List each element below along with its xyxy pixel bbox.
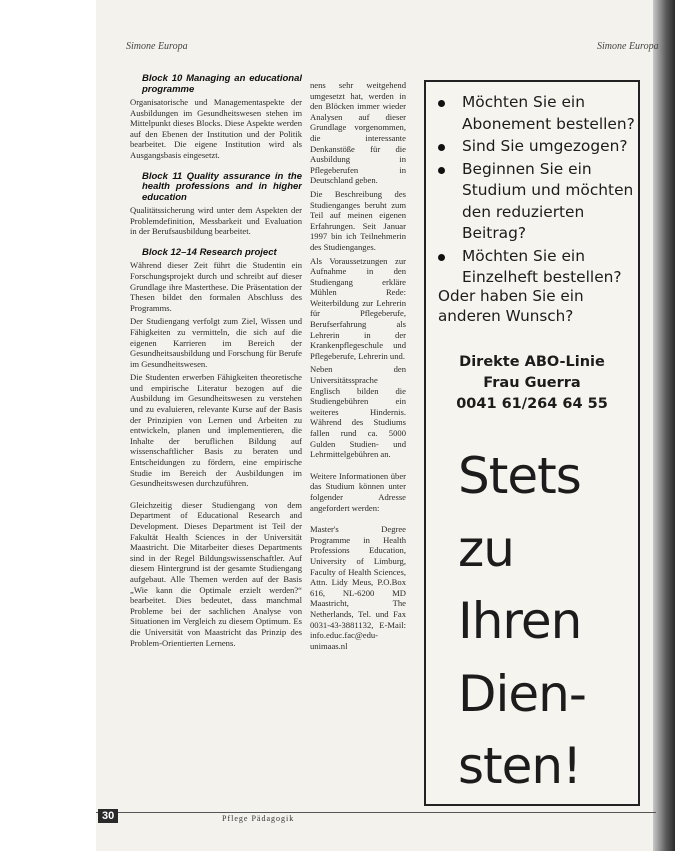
column-2-paragraph-5: Weitere Informationen über das Studium können unter folgender Adresse angefordert werden: bbox=[310, 470, 406, 513]
column-2-paragraph-2: Die Beschreibung des Studienganges beruht zum Teil auf meinen eigenen Erfahrungen. Seit Januar 1997 bin ich Teilnehmerin des Studienganges. bbox=[310, 188, 406, 252]
block-12-paragraph-2: Der Studiengang verfolgt zum Ziel, Wissen und Fähigkeiten zu vermitteln, die sich auf die eigenen Karrieren im Bereich der Gesundheitsausbildung und Forschung für Berufe im Gesundheitswesen. bbox=[130, 316, 302, 369]
running-head-left: Simone Europa bbox=[126, 41, 188, 52]
block-10-text: Organisatorische und Managementaspekte der Ausbildungen im Gesundheitswesen stehen im Mittelpunkt dieses Blocks. Diese Aspekte werden auf den Ebenen der Institution und der Politik bearbeitet. Die eigene Institution wird als Ausgangsbasis eingesetzt. bbox=[130, 97, 302, 160]
block-12-paragraph-1: Während dieser Zeit führt die Studentin ein Forschungsprojekt durch und schreibt auf dieser Grundlage ihre Masterthese. Die Präsentation der Thesen bildet den formalen Abschluss des Programms. bbox=[130, 260, 302, 313]
ad-question-item: Möchten Sie ein Einzelheft bestellen? bbox=[432, 246, 638, 289]
block-12-title: Block 12–14 Research project bbox=[142, 246, 277, 258]
ad-slogan-line: Ihren bbox=[458, 592, 582, 650]
block-12-paragraph-3: Die Studenten erwerben Fähigkeiten theoretische und empirische Literatur bezogen auf die Ausbildung im Gesundheitswesen zu verstehen und zu evaluieren, relevante Kurse auf der Basis der Prinzipien von Lernen und Arbeiten zu entwickeln, planen und implementieren, die Inhalte der beruflichen Bildung auf wissenschaftlicher Basis zu beraten und Entscheidungen zu fördern, eine empirische Studie im Bereich der Ausbildungen im Gesundheitswesen durchzuführen. bbox=[130, 372, 302, 489]
footer-rule bbox=[96, 812, 656, 813]
ad-contact-line-1: Direkte ABO-Linie bbox=[459, 354, 605, 370]
ad-other-wish: Oder haben Sie ein anderen Wunsch? bbox=[438, 287, 584, 325]
ad-question-list bbox=[432, 92, 638, 290]
ad-slogan-line: sten! bbox=[458, 737, 582, 795]
page-number: 30 bbox=[98, 809, 118, 823]
ad-slogan bbox=[458, 440, 638, 803]
ad-slogan-line: zu bbox=[458, 519, 514, 578]
ad-slogan-line: Stets bbox=[458, 447, 581, 505]
block-11-title: Block 11 Quality assurance in the health professions and in higher education bbox=[142, 170, 302, 203]
running-head-right: Simone Europa bbox=[597, 41, 659, 52]
column-2-paragraph-1: nens sehr weitgehend umgesetzt hat, werden in den Blöcken immer wieder Analysen auf dieser Grundlage vorgenommen, die interessante Denkanstöße für die Ausbildung in Pflegeberufen in Deutschland geben. bbox=[310, 80, 406, 186]
column-2-paragraph-4: Neben den Universitätssprache Englisch bilden die Studiengebühren ein weiteres Hindernis. Während des Studiums fallen rund ca. 5000 Gulden Studien- und Lehrmittelgebühren an. bbox=[310, 364, 406, 460]
magazine-name: Pflege Pädagogik bbox=[222, 814, 295, 823]
ad-contact-block bbox=[426, 352, 638, 415]
ad-question-item: Möchten Sie ein Abonement bestellen? bbox=[432, 92, 638, 135]
contact-address: Master's Degree Programme in Health Professions Education, University of Limburg, Faculty of Health Sciences, Attn. Lidy Meus, P.O.Box 616, NL-6200 MD Maastricht, The Netherlands, Tel. und Fax 0031-43-3881132, E-Mail: info.educ.fac@edu-unimaas.nl bbox=[310, 524, 406, 651]
column-2-paragraph-3: Als Voraussetzungen zur Aufnahme in den Studiengang erkläre Mühlen Rede: Weiterbildung zur Lehrerin für Pflegeberufe, Berufserfahrung als Lehrerin in der Krankenpflegeschule und Pflegeberufe, Lehrerin und. bbox=[310, 255, 406, 361]
article-column-1 bbox=[130, 74, 302, 809]
ad-slogan-line: Dien- bbox=[458, 664, 586, 723]
ad-contact-phone: 0041 61/264 64 55 bbox=[456, 396, 608, 412]
binding-shadow bbox=[653, 0, 675, 851]
block-12-paragraph-4: Gleichzeitig dieser Studiengang von dem Department of Educational Research and Development. Dieses Department ist Teil der Fakultät Health Sciences in der Universität Maastricht. Die Mitarbeiter dieses Departments sind in der Regel Bildungswissenschaftler. Auf diesem Hintergrund ist der gesamte Studiengang aufgebaut. Alle Themen werden auf der Basis „Wie kann die Optimale erzielt werden?“ bearbeitet. Dies bedeutet, dass manchmal Probleme bei der sachlichen Analyse von Situationen im Vergleich zu diesem Optimum. Es die Universität von Maastricht das Prinzip des Problem-Orientierten Lernens. bbox=[130, 499, 302, 648]
ad-question-item: Beginnen Sie ein Studium und möchten den reduzierten Beitrag? bbox=[432, 159, 638, 245]
block-10-title: Block 10 Managing an educational programme bbox=[142, 74, 302, 95]
scan-margin bbox=[0, 0, 96, 851]
block-11-text: Qualitätssicherung wird unter dem Aspekten der Problemdefinition, Messbarkeit und Evaluation in der Berufsausbildung bearbeitet. bbox=[130, 205, 302, 237]
ad-contact-line-2: Frau Guerra bbox=[483, 375, 581, 391]
subscription-advertisement bbox=[424, 80, 640, 806]
article-column-2 bbox=[310, 80, 406, 780]
ad-question-item: Sind Sie umgezogen? bbox=[432, 136, 638, 158]
